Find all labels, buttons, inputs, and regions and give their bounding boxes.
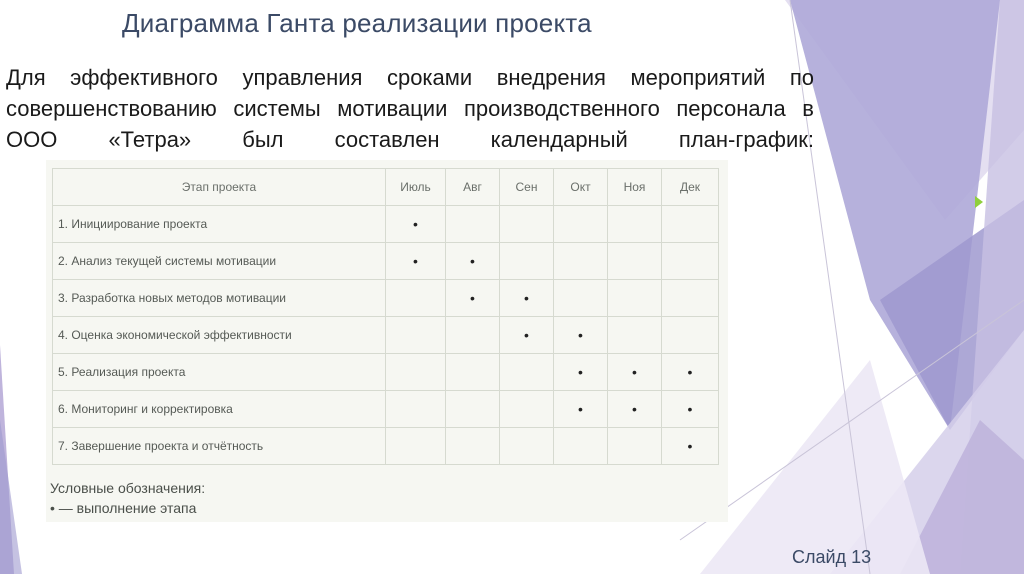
deco-shape-left-strip: [0, 420, 22, 574]
empty-cell: [554, 280, 608, 317]
stage-mark: •: [500, 280, 554, 317]
green-arrow-icon: [975, 196, 983, 208]
stage-name: 6. Мониторинг и корректировка: [53, 391, 386, 428]
stage-name: 2. Анализ текущей системы мотивации: [53, 243, 386, 280]
empty-cell: [386, 354, 446, 391]
legend-title: Условные обозначения:: [50, 480, 206, 496]
gantt-table-body: [53, 206, 719, 465]
empty-cell: [608, 243, 662, 280]
empty-cell: [554, 243, 608, 280]
empty-cell: [608, 317, 662, 354]
empty-cell: [662, 280, 719, 317]
stage-mark: •: [554, 317, 608, 354]
stage-name: 4. Оценка экономической эффективности: [53, 317, 386, 354]
header-month: Авг: [446, 169, 500, 206]
stage-mark: •: [662, 428, 719, 465]
legend: [50, 478, 205, 518]
stage-mark: •: [386, 243, 446, 280]
empty-cell: [446, 354, 500, 391]
stage-mark: •: [500, 317, 554, 354]
empty-cell: [446, 317, 500, 354]
deco-shape-pale: [700, 360, 930, 574]
stage-name: 7. Завершение проекта и отчётность: [53, 428, 386, 465]
table-row: [53, 317, 719, 354]
stage-mark: •: [554, 391, 608, 428]
stage-mark: •: [446, 243, 500, 280]
stage-mark: •: [662, 391, 719, 428]
empty-cell: [386, 280, 446, 317]
stage-name: 3. Разработка новых методов мотивации: [53, 280, 386, 317]
empty-cell: [446, 206, 500, 243]
header-month: Июль: [386, 169, 446, 206]
gantt-table: [52, 168, 719, 465]
stage-mark: •: [608, 354, 662, 391]
empty-cell: [608, 206, 662, 243]
table-row: [53, 391, 719, 428]
empty-cell: [500, 428, 554, 465]
table-row: [53, 243, 719, 280]
empty-cell: [662, 243, 719, 280]
stage-name: 5. Реализация проекта: [53, 354, 386, 391]
empty-cell: [662, 317, 719, 354]
empty-cell: [500, 354, 554, 391]
table-row: [53, 280, 719, 317]
empty-cell: [386, 428, 446, 465]
empty-cell: [608, 280, 662, 317]
empty-cell: [554, 428, 608, 465]
stage-mark: •: [662, 354, 719, 391]
table-row: [53, 428, 719, 465]
slide-title: Диаграмма Ганта реализации проекта: [122, 8, 592, 38]
header-month: Сен: [500, 169, 554, 206]
empty-cell: [500, 391, 554, 428]
empty-cell: [500, 206, 554, 243]
empty-cell: [386, 391, 446, 428]
stage-name: 1. Инициирование проекта: [53, 206, 386, 243]
table-header-row: [53, 169, 719, 206]
empty-cell: [386, 317, 446, 354]
gantt-chart-panel: [46, 160, 728, 522]
empty-cell: [554, 206, 608, 243]
empty-cell: [500, 243, 554, 280]
header-month: Ноя: [608, 169, 662, 206]
stage-mark: •: [446, 280, 500, 317]
slide-number: Слайд 13: [792, 547, 872, 567]
stage-mark: •: [554, 354, 608, 391]
intro-paragraph: Для эффективного управления сроками внедрения мероприятий по совершенствованию системы мотивации производственного персонала в ООО «Тетра» был составлен календарный план-график:: [6, 65, 814, 152]
empty-cell: [446, 428, 500, 465]
table-row: [53, 354, 719, 391]
empty-cell: [446, 391, 500, 428]
header-stage: Этап проекта: [53, 169, 386, 206]
table-row: [53, 206, 719, 243]
stage-mark: •: [608, 391, 662, 428]
empty-cell: [608, 428, 662, 465]
header-month: Окт: [554, 169, 608, 206]
empty-cell: [662, 206, 719, 243]
legend-item: • — выполнение этапа: [50, 500, 197, 516]
header-month: Дек: [662, 169, 719, 206]
stage-mark: •: [386, 206, 446, 243]
